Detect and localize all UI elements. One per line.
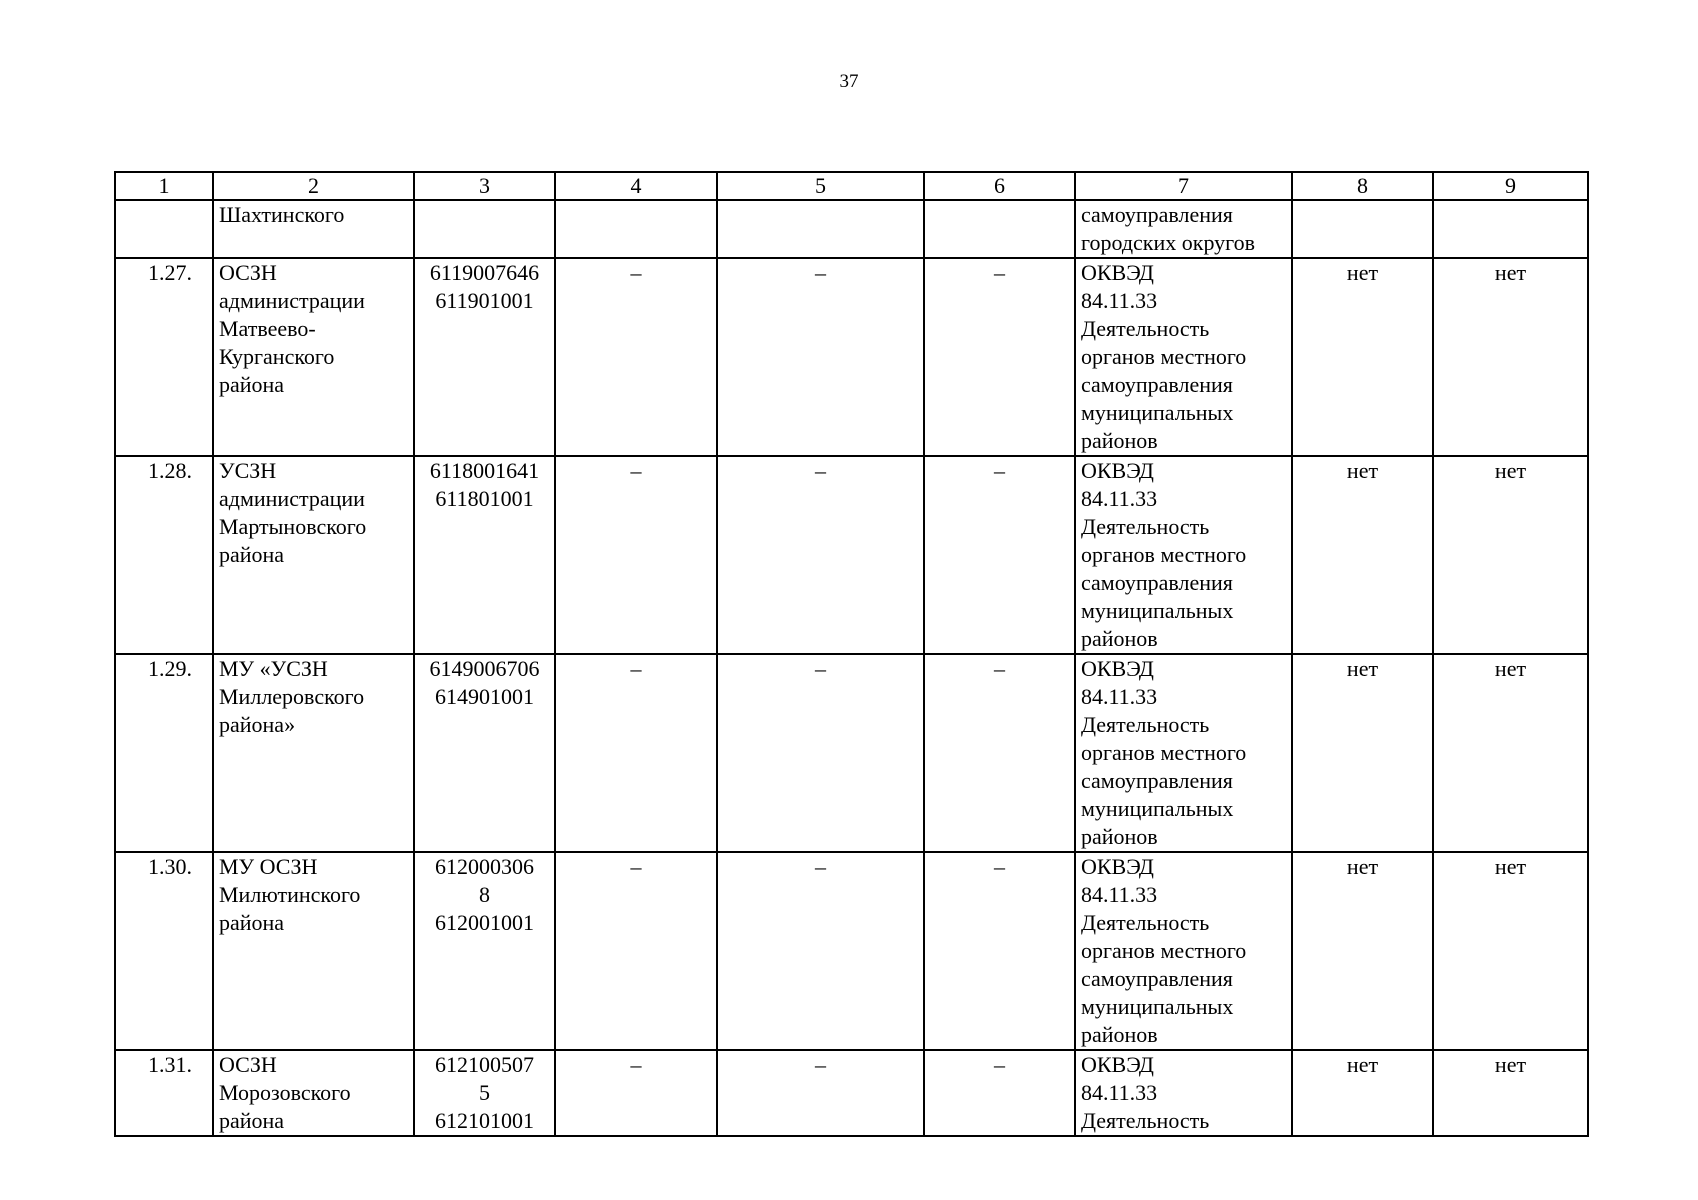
table-row [115, 258, 1588, 456]
cell-col6: – [924, 654, 1075, 852]
okved-activity: ОКВЭД 84.11.33 Деятельность органов местного самоуправления муниципальных районов [1075, 258, 1292, 456]
column-number: 1 [115, 172, 213, 200]
cell-col4: – [555, 852, 717, 1050]
row-number: 1.31. [115, 1050, 213, 1136]
cell-col8: нет [1292, 654, 1433, 852]
okved-activity: ОКВЭД 84.11.33 Деятельность органов местного самоуправления муниципальных районов [1075, 456, 1292, 654]
cell-col6: – [924, 258, 1075, 456]
cell-col6: – [924, 456, 1075, 654]
cell-col6: – [924, 852, 1075, 1050]
row-number [115, 200, 213, 258]
cell-col5 [717, 200, 924, 258]
organization-name: МУ ОСЗН Милютинского района [213, 852, 414, 1050]
inn-kpp [414, 200, 555, 258]
organization-name: ОСЗН администрации Матвеево- Курганского района [213, 258, 414, 456]
cell-col9 [1433, 200, 1588, 258]
row-number: 1.29. [115, 654, 213, 852]
registry-table [114, 171, 1589, 1137]
okved-activity: самоуправления городских округов [1075, 200, 1292, 258]
cell-col6 [924, 200, 1075, 258]
cell-col8: нет [1292, 1050, 1433, 1136]
cell-col4: – [555, 258, 717, 456]
table-row [115, 456, 1588, 654]
cell-col8: нет [1292, 852, 1433, 1050]
okved-activity: ОКВЭД 84.11.33 Деятельность органов местного самоуправления муниципальных районов [1075, 852, 1292, 1050]
cell-col6: – [924, 1050, 1075, 1136]
cell-col5: – [717, 456, 924, 654]
inn-kpp: 612100507 5 612101001 [414, 1050, 555, 1136]
column-number-row [115, 172, 1588, 200]
inn-kpp: 6119007646 611901001 [414, 258, 555, 456]
cell-col8: нет [1292, 258, 1433, 456]
column-number: 8 [1292, 172, 1433, 200]
cell-col5: – [717, 654, 924, 852]
cell-col4: – [555, 456, 717, 654]
cell-col8 [1292, 200, 1433, 258]
row-number: 1.27. [115, 258, 213, 456]
column-number: 5 [717, 172, 924, 200]
organization-name: Шахтинского [213, 200, 414, 258]
cell-col4: – [555, 654, 717, 852]
cell-col9: нет [1433, 258, 1588, 456]
column-number: 6 [924, 172, 1075, 200]
table-row [115, 1050, 1588, 1136]
cell-col4 [555, 200, 717, 258]
organization-name: ОСЗН Морозовского района [213, 1050, 414, 1136]
cell-col9: нет [1433, 654, 1588, 852]
cell-col5: – [717, 852, 924, 1050]
cell-col9: нет [1433, 456, 1588, 654]
cell-col5: – [717, 1050, 924, 1136]
inn-kpp: 6118001641 611801001 [414, 456, 555, 654]
row-number: 1.30. [115, 852, 213, 1050]
column-number: 9 [1433, 172, 1588, 200]
cell-col9: нет [1433, 1050, 1588, 1136]
cell-col9: нет [1433, 852, 1588, 1050]
okved-activity: ОКВЭД 84.11.33 Деятельность органов местного самоуправления муниципальных районов [1075, 654, 1292, 852]
organization-name: УСЗН администрации Мартыновского района [213, 456, 414, 654]
column-number: 4 [555, 172, 717, 200]
cell-col5: – [717, 258, 924, 456]
cell-col4: – [555, 1050, 717, 1136]
cell-col8: нет [1292, 456, 1433, 654]
table-row [115, 852, 1588, 1050]
page-number: 37 [839, 71, 859, 92]
organization-name: МУ «УСЗН Миллеровского района» [213, 654, 414, 852]
okved-activity: ОКВЭД 84.11.33 Деятельность [1075, 1050, 1292, 1136]
table-row [115, 200, 1588, 258]
table-row [115, 654, 1588, 852]
column-number: 3 [414, 172, 555, 200]
column-number: 2 [213, 172, 414, 200]
inn-kpp: 612000306 8 612001001 [414, 852, 555, 1050]
inn-kpp: 6149006706 614901001 [414, 654, 555, 852]
column-number: 7 [1075, 172, 1292, 200]
row-number: 1.28. [115, 456, 213, 654]
